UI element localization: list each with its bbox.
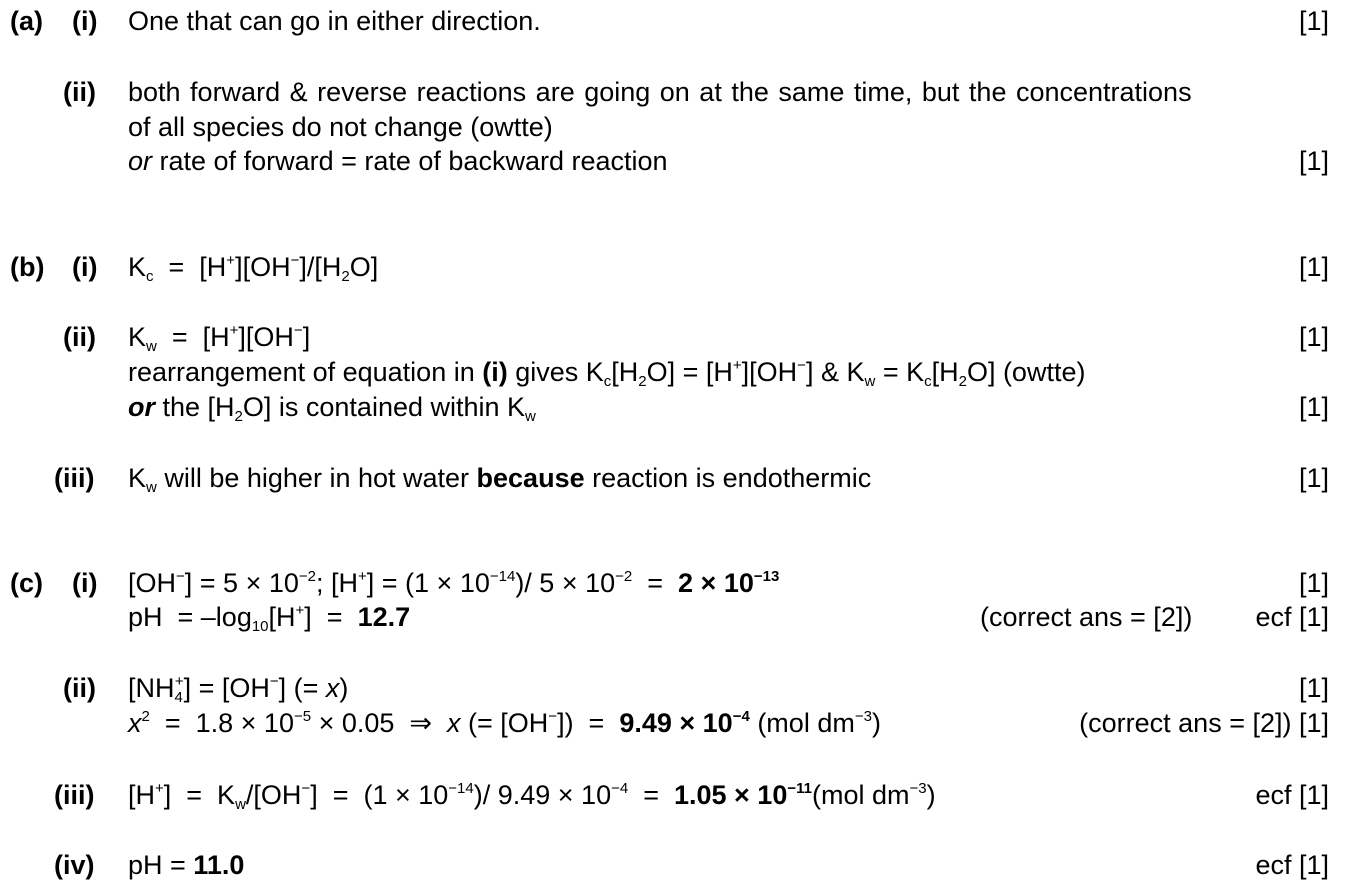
sub-w: w <box>864 373 876 390</box>
text: [H <box>931 357 959 387</box>
text: ] = (1 × 10 <box>310 780 449 810</box>
sub-4: 4 <box>174 689 183 706</box>
c-ii-note: (correct ans = [2]) [1] <box>1079 708 1329 738</box>
text: × 0.05 ⇒ <box>311 708 448 738</box>
answer-ph: 11.0 <box>193 850 245 880</box>
text: [NH <box>128 673 175 703</box>
a-ii-line1-text: both forward & reverse reactions are going on at the same time, but the concentrations <box>128 77 1192 107</box>
exponent: 2 <box>141 708 150 725</box>
sup-minus: − <box>269 673 279 690</box>
text: ] (= <box>278 673 326 703</box>
a-ii-mark: [1] <box>1298 146 1329 176</box>
exponent: −4 <box>732 708 750 725</box>
text: = <box>628 780 674 810</box>
sub-w: w <box>235 796 246 813</box>
text: ]) = <box>557 708 620 738</box>
b-ii-line3 <box>128 392 536 425</box>
b-iii-text <box>128 463 872 496</box>
eq-part: = [H <box>153 252 227 282</box>
text: rearrangement of equation in <box>128 357 483 387</box>
a-ii-label: (ii) <box>63 77 96 107</box>
text: (= [OH <box>460 708 549 738</box>
text: ] = K <box>163 780 236 810</box>
text: (mol dm <box>811 780 910 810</box>
b-ii-label: (ii) <box>63 322 96 352</box>
sub-c: c <box>146 268 154 285</box>
text: [OH <box>128 568 177 598</box>
a-ii-line1 <box>128 79 1328 106</box>
text: [H <box>268 602 296 632</box>
text: ) <box>871 708 881 738</box>
text: [H <box>611 357 639 387</box>
answer-ph: 12.7 <box>357 602 411 632</box>
a-ii-line3-text: rate of forward = rate of backward reaction <box>152 146 668 176</box>
exponent: −5 <box>293 708 312 725</box>
text: (mol dm <box>749 708 855 738</box>
a-i-label: (i) <box>72 6 98 36</box>
exponent: −2 <box>615 568 633 585</box>
b-ii-mark2: [1] <box>1298 392 1329 422</box>
b-i-label: (i) <box>72 252 98 282</box>
exponent: −13 <box>753 568 780 585</box>
b-i-mark: [1] <box>1298 252 1329 282</box>
exponent: −3 <box>909 780 927 797</box>
text: ] & K <box>805 357 865 387</box>
sup-plus: + <box>174 673 184 690</box>
kc-symbol: K <box>128 252 147 282</box>
eq-part: ]/[H <box>299 252 342 282</box>
c-i-mark2: ecf [1] <box>1255 602 1329 632</box>
text: gives K <box>507 357 604 387</box>
eq-part: ][OH <box>235 252 291 282</box>
c-iii-mark: ecf [1] <box>1255 780 1329 810</box>
c-iv-line <box>128 852 244 879</box>
c-iii-label: (iii) <box>54 780 95 810</box>
sub-2: 2 <box>638 373 647 390</box>
var-x: x <box>447 708 461 738</box>
sub-2: 2 <box>341 268 350 285</box>
sup-minus: − <box>301 780 311 797</box>
c-i-line2 <box>128 602 411 635</box>
exponent: −14 <box>448 780 474 797</box>
part-a-label: (a) <box>10 6 43 36</box>
text: = 1.8 × 10 <box>149 708 294 738</box>
a-i-answer: One that can go in either direction. <box>128 6 541 36</box>
sup-plus: + <box>732 357 742 374</box>
c-i-label: (i) <box>72 568 98 598</box>
sup-plus: + <box>358 568 367 585</box>
c-ii-mark1: [1] <box>1298 673 1329 703</box>
text: ; [H <box>315 568 358 598</box>
text: O] (owtte) <box>966 357 1086 387</box>
text: = K <box>875 357 925 387</box>
sup-plus: + <box>226 252 236 269</box>
eq-part: ] <box>302 322 311 352</box>
b-i-equation <box>128 252 379 285</box>
text: ] = 5 × 10 <box>184 568 299 598</box>
c-ii-label: (ii) <box>63 673 96 703</box>
sup-minus: − <box>293 322 303 339</box>
text: ][OH <box>741 357 798 387</box>
exponent: −4 <box>611 780 629 797</box>
answer-h: 1.05 × 10 <box>673 780 788 810</box>
or-word: or <box>128 392 155 422</box>
exponent: −2 <box>298 568 316 585</box>
sup-plus: + <box>229 322 239 339</box>
part-c-label: (c) <box>10 568 43 598</box>
c-iv-mark: ecf [1] <box>1255 850 1329 880</box>
sub-c: c <box>924 373 932 390</box>
b-iii-mark: [1] <box>1298 463 1329 493</box>
text: will be higher in hot water <box>156 463 477 493</box>
part-b-label: (b) <box>10 252 45 282</box>
sub-2: 2 <box>234 408 243 425</box>
sub-c: c <box>603 373 612 390</box>
text: )/ 9.49 × 10 <box>473 780 612 810</box>
sup-plus: + <box>295 602 305 619</box>
text: )/ 5 × 10 <box>515 568 616 598</box>
sup-plus: + <box>155 780 164 797</box>
b-ii-mark1: [1] <box>1298 322 1329 352</box>
c-i-mark1: [1] <box>1298 568 1329 598</box>
exponent: −3 <box>854 708 872 725</box>
exponent: −14 <box>489 568 516 585</box>
text: reaction is endothermic <box>584 463 872 493</box>
answer-oh: 9.49 × 10 <box>619 708 733 738</box>
kw-symbol: K <box>128 463 147 493</box>
var-x: x <box>128 708 142 738</box>
c-iv-label: (iv) <box>54 850 95 880</box>
text: ] = [OH <box>183 673 270 703</box>
text: pH = <box>128 850 194 880</box>
sup-minus: − <box>548 708 558 725</box>
text: ) <box>926 780 936 810</box>
sub-2: 2 <box>958 373 967 390</box>
sup-minus: − <box>176 568 185 585</box>
eq-part: ][OH <box>238 322 294 352</box>
sub-10: 10 <box>251 618 269 635</box>
text: /[OH <box>245 780 302 810</box>
text: = <box>632 568 679 598</box>
c-iii-line <box>128 780 936 813</box>
text: O] = [H <box>646 357 733 387</box>
exponent: −11 <box>787 780 812 797</box>
text: the [H <box>155 392 235 422</box>
b-iii-label: (iii) <box>54 463 95 493</box>
answer-h: 2 × 10 <box>678 568 754 598</box>
a-i-mark: [1] <box>1298 6 1329 36</box>
text: O] is contained within K <box>242 392 526 422</box>
eq-part: O] <box>349 252 379 282</box>
text: ] = (1 × 10 <box>366 568 490 598</box>
ref-i: (i) <box>482 357 508 387</box>
c-ii-line1 <box>128 673 349 706</box>
a-ii-line2: of all species do not change (owtte) <box>128 112 553 142</box>
sup-minus: − <box>797 357 806 374</box>
text: ] = <box>304 602 358 632</box>
because-word: because <box>476 463 585 493</box>
kw-symbol: K <box>128 322 147 352</box>
text: ) <box>339 673 349 703</box>
sub-w: w <box>146 338 157 355</box>
eq-part: = [H <box>156 322 230 352</box>
c-i-line1 <box>128 570 779 597</box>
b-ii-line2 <box>128 357 1086 390</box>
text: pH = –log <box>128 602 252 632</box>
sup-minus: − <box>290 252 300 269</box>
sub-w: w <box>525 408 536 425</box>
c-ii-line2 <box>128 710 881 737</box>
c-i-note: (correct ans = [2]) <box>980 602 1193 632</box>
var-x: x <box>325 673 340 703</box>
sub-w: w <box>146 479 157 496</box>
text: [H <box>128 780 155 810</box>
a-ii-or: or <box>128 146 153 176</box>
a-ii-line3 <box>128 148 668 175</box>
b-ii-line1 <box>128 322 311 355</box>
